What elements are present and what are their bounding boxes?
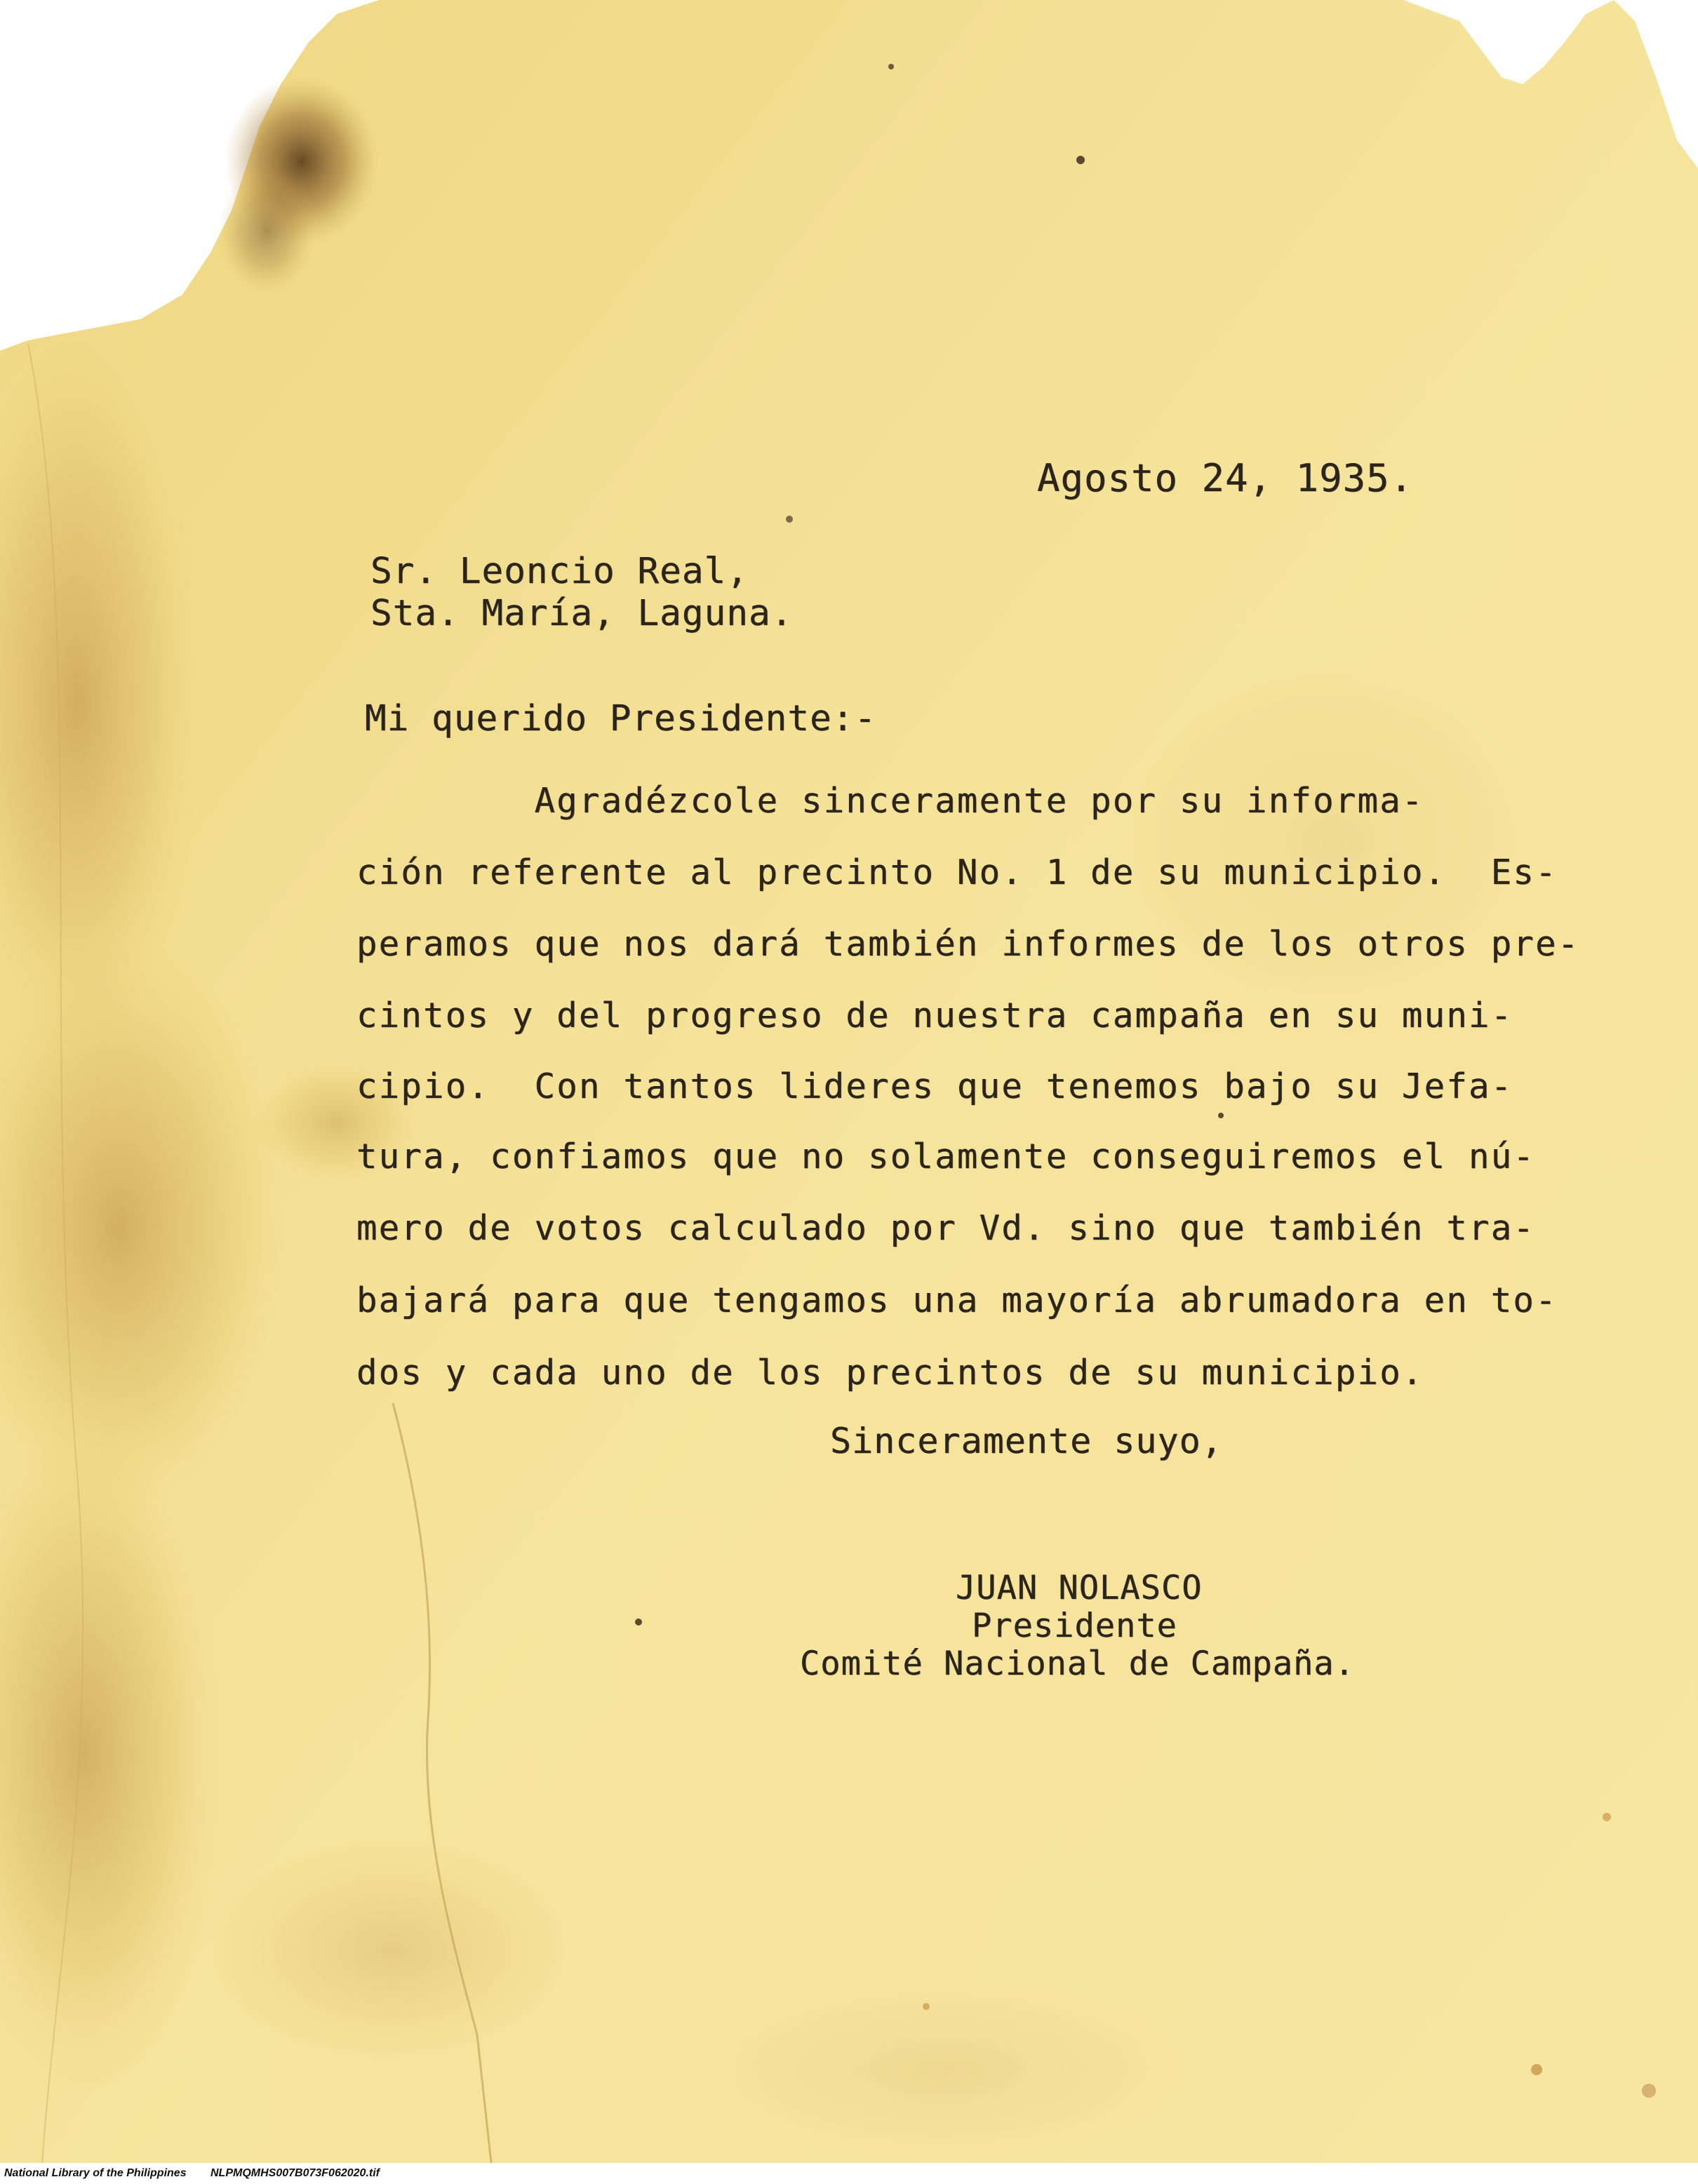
closing: Sinceramente suyo, (830, 1421, 1223, 1461)
scan-footer (0, 2163, 1698, 2184)
footer-file-id: NLPMQMHS007B073F062020.tif (210, 2167, 380, 2179)
recipient-name: Sr. Leoncio Real, (370, 551, 749, 592)
body-line: peramos que nos dará también informes de los otros pre- (356, 924, 1580, 964)
body-line: bajará para que tengamos una mayoría abrumadora en to- (356, 1280, 1558, 1320)
signatory-title: Presidente (972, 1607, 1177, 1645)
body-line: mero de votos calculado por Vd. sino que también tra- (356, 1208, 1536, 1248)
body-line: ción referente al precinto No. 1 de su municipio. Es- (356, 852, 1558, 892)
letter-date: Agosto 24, 1935. (1037, 456, 1414, 500)
body-line: tura, confiamos que no solamente conseguiremos el nú- (356, 1137, 1536, 1177)
salutation: Mi querido Presidente:- (365, 698, 877, 739)
signatory-organization: Comité Nacional de Campaña. (800, 1644, 1356, 1683)
body-line: Agradézcole sinceramente por su informa- (356, 781, 1424, 821)
body-line: dos y cada uno de los precintos de su municipio. (356, 1353, 1424, 1393)
body-line: cipio. Con tantos lideres que tenemos bajo su Jefa- (356, 1066, 1513, 1106)
body-line: cintos y del progreso de nuestra campaña en su muni- (356, 996, 1513, 1036)
recipient-address: Sta. María, Laguna. (370, 593, 794, 634)
signatory-name: JUAN NOLASCO (956, 1569, 1203, 1607)
footer-library: National Library of the Philippines (4, 2167, 187, 2179)
